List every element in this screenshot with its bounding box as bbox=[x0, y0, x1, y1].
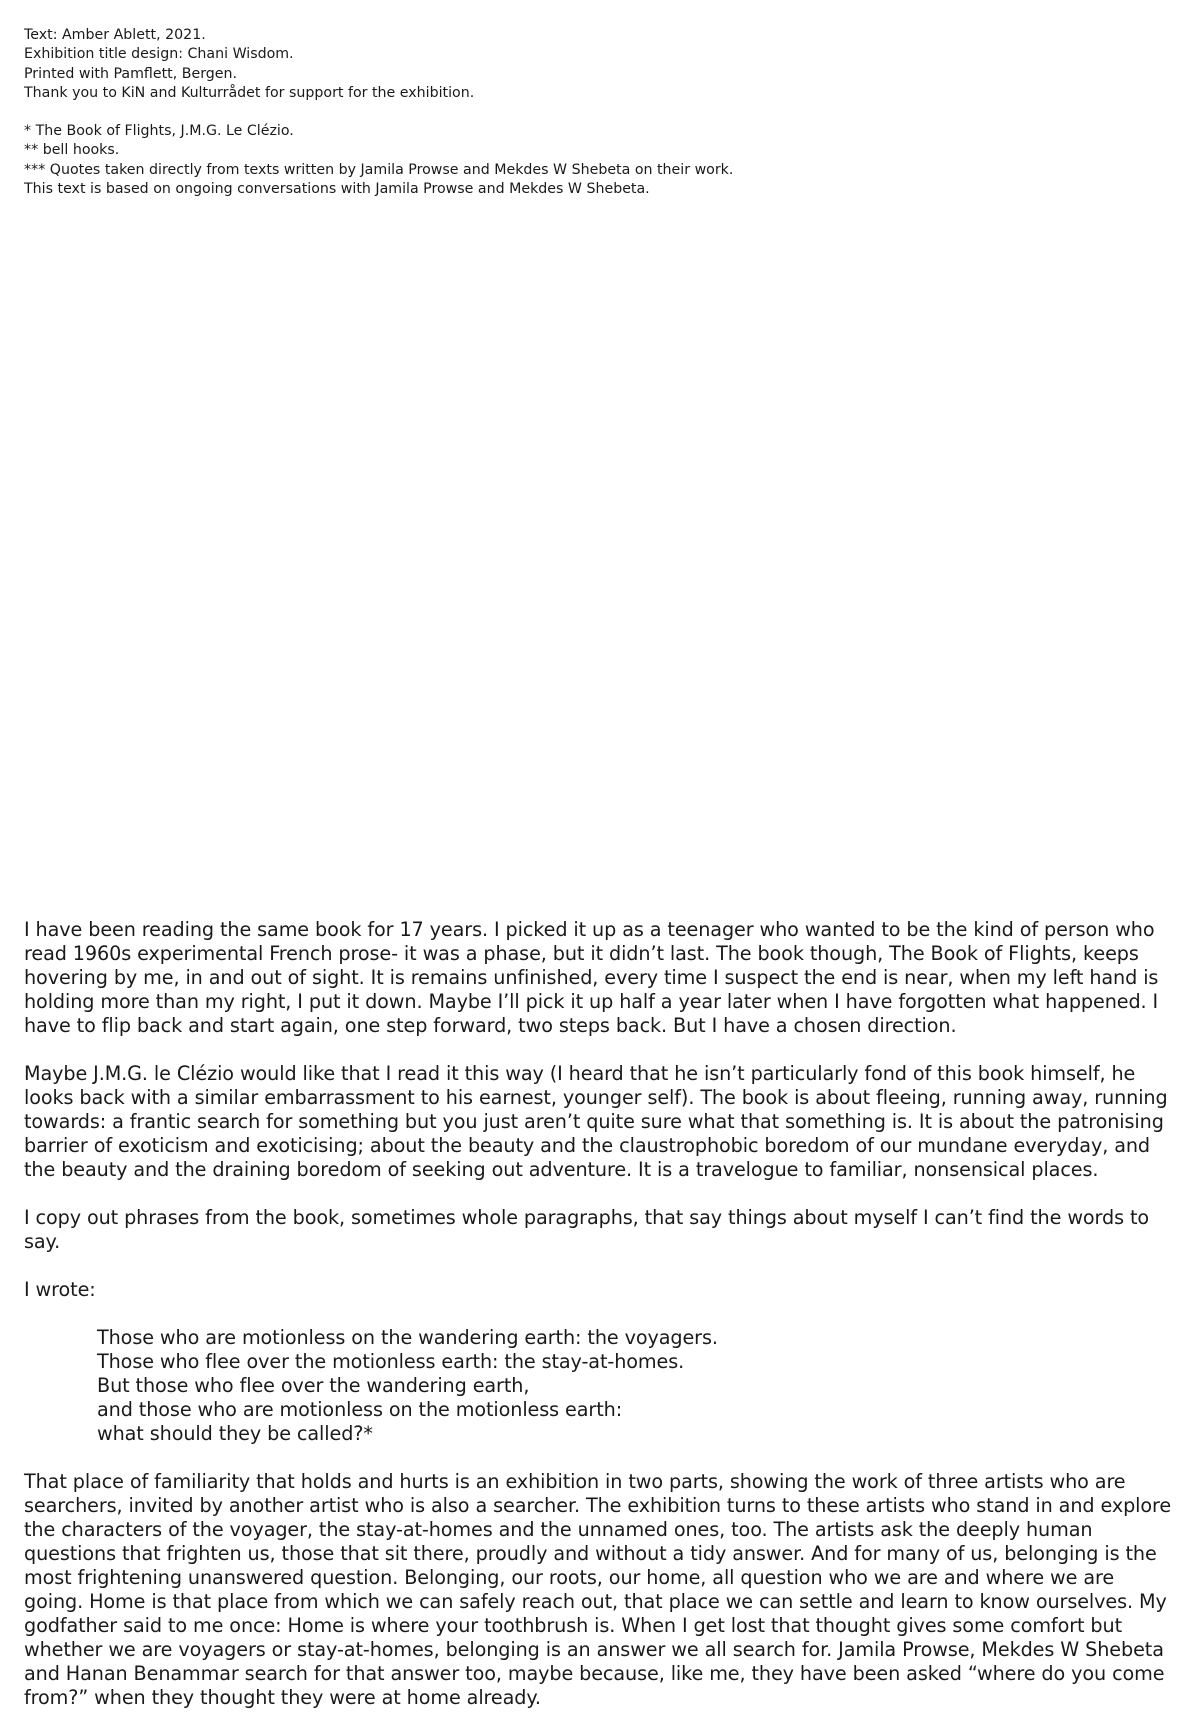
poem-quote bbox=[97, 1326, 1174, 1446]
essay-paragraph-4: I wrote: bbox=[24, 1278, 96, 1301]
poem-line: what should they be called?* bbox=[97, 1422, 373, 1445]
credit-title-design: Exhibition title design: Chani Wisdom. bbox=[24, 46, 294, 63]
footnote-2: ** bell hooks. bbox=[24, 142, 120, 159]
footnote-3: *** Quotes taken directly from texts written by Jamila Prowse and Mekdes W Shebeta on their work. bbox=[24, 161, 734, 178]
credit-printer: Printed with Pamflett, Bergen. bbox=[24, 65, 238, 82]
colophon bbox=[24, 26, 1164, 199]
essay-paragraph-1: I have been reading the same book for 17 years. I picked it up as a teenager who wanted to be the kind of person who read 1960s experimental French prose- it was a phase, but it didn’t last. The book though, The Book of Flights, keeps hovering by me, in and out of sight. It is remains unfinished, every time I suspect the end is near, when my left hand is holding more than my right, I put it down. Maybe I’ll pick it up half a year later when I have forgotten what happened. I have to flip back and start again, one step forward, two steps back. But I have a chosen direction. bbox=[24, 918, 1159, 1037]
poem-line: and those who are motionless on the motionless earth: bbox=[97, 1398, 623, 1421]
poem-line: Those who flee over the motionless earth: the stay-at-homes. bbox=[97, 1350, 685, 1373]
credit-thanks: Thank you to KiN and Kulturrådet for support for the exhibition. bbox=[24, 84, 475, 101]
spacer bbox=[24, 103, 1164, 122]
credit-text-author: Text: Amber Ablett, 2021. bbox=[24, 27, 206, 43]
poem-line: Those who are motionless on the wandering earth: the voyagers. bbox=[97, 1326, 718, 1349]
essay-paragraph-5: That place of familiarity that holds and hurts is an exhibition in two parts, showing the work of three artists who are searchers, invited by another artist who is also a searcher. The exhibition turns to these artists who stand in and explore the characters of the voyager, the stay-at-homes and the unnamed ones, too. The artists ask the deeply human questions that frighten us, those that sit there, proudly and without a tidy answer. And for many of us, belonging is the most frightening unanswered question. Belonging, our roots, our home, all question who we are and where we are going. Home is that place from which we can safely reach out, that place we can settle and learn to know ourselves. My godfather said to me once: Home is where your toothbrush is. When I get lost that thought gives some comfort but whether we are voyagers or stay-at-homes, belonging is an answer we all search for. Jamila Prowse, Mekdes W Shebeta and Hanan Benammar search for that answer too, maybe because, like me, they have been asked “where do you come from?” when they thought they were at home already. bbox=[24, 1470, 1172, 1709]
essay-body bbox=[24, 918, 1174, 1734]
footnote-note: This text is based on ongoing conversations with Jamila Prowse and Mekdes W Shebeta. bbox=[24, 181, 650, 198]
essay-paragraph-2: Maybe J.M.G. le Clézio would like that I read it this way (I heard that he isn’t particularly fond of this book himself, he looks back with a similar embarrassment to his earnest, younger self). The book is about fleeing, running away, running towards: a frantic search for something but you just aren’t quite sure what that something is. It is about the patronising barrier of exoticism and exoticising; about the beauty and the claustrophobic boredom of our mundane everyday, and the beauty and the draining boredom of seeking out adventure. It is a travelogue to familiar, nonsensical places. bbox=[24, 1062, 1168, 1181]
poem-line: But those who flee over the wandering earth, bbox=[97, 1374, 530, 1397]
essay-paragraph-3: I copy out phrases from the book, sometimes whole paragraphs, that say things about myself I can’t find the words to say. bbox=[24, 1206, 1150, 1253]
footnote-1: * The Book of Flights, J.M.G. Le Clézio. bbox=[24, 123, 294, 140]
